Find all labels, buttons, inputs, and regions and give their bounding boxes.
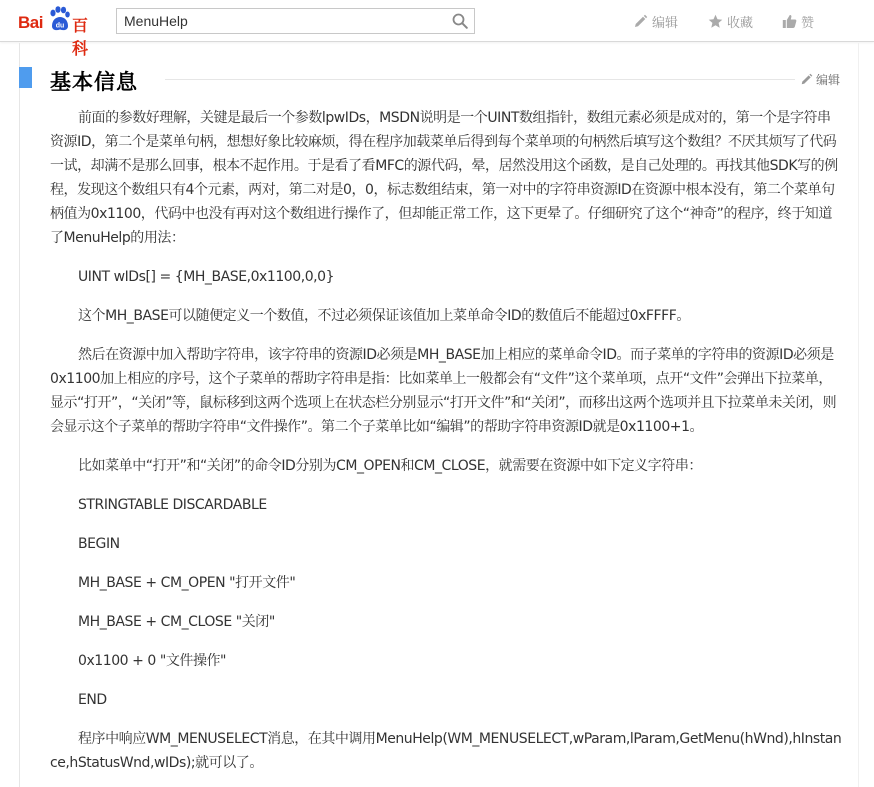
paragraph: 前面的参数好理解，关键是最后一个参数lpwIDs，MSDN说明是一个UINT数组指针，数组元素必须是成对的，第一个是字符串资源ID，第二个是菜单句柄，想想好象比较麻烦，得在程序加载菜单后得到每个菜单项的句柄然后填写这个数组？不厌其烦写了代码一试，却满不是那么回事，根本不起作用。于是看了看MFC的源代码，晕，居然没用这个函数，是自己处理的。再找其他SDK写的例程，发现这个数组只有4个元素，两对，第二对是0，0，标志数组结束，第一对中的字符串资源ID在资源中根本没有，第二个菜单句柄值为0x1100，代码中也没有再对这个数组进行操作了，但却能正常工作，这下更晕了。仔细研究了这个“神奇”的程序，终于知道了MenuHelp的用法：	[50, 110, 838, 246]
like-label: 赞	[801, 16, 815, 31]
paragraph: 这个MH_BASE可以随便定义一个数值，不过必须保证该值加上菜单命令ID的数值后不能超过0xFFFF。	[78, 308, 690, 324]
logo-du-text: du	[55, 22, 65, 30]
logo-baike-text: 百科	[72, 16, 89, 58]
top-bar	[0, 0, 874, 58]
code-line: 0x1100 + 0 "文件操作"	[78, 653, 227, 669]
code-line: STRINGTABLE DISCARDABLE	[78, 497, 267, 513]
code-line: MH_BASE + CM_OPEN "打开文件"	[78, 575, 296, 591]
article-content	[50, 106, 842, 775]
code-line: END	[78, 692, 107, 708]
search-input[interactable]	[117, 9, 447, 33]
logo-bai-text: Bai	[18, 13, 43, 32]
code-line: MH_BASE + CM_CLOSE "关闭"	[78, 614, 275, 630]
edit-button[interactable]	[633, 12, 678, 31]
section-edit-label: 编辑	[816, 73, 841, 87]
section-header	[19, 64, 844, 94]
star-icon	[708, 14, 723, 29]
right-border	[858, 43, 859, 787]
thumbs-up-icon	[782, 14, 797, 29]
paw-icon	[49, 6, 70, 32]
pencil-icon	[800, 73, 813, 86]
section-edit-button[interactable]	[800, 71, 840, 88]
search-box	[116, 8, 475, 34]
left-border	[19, 43, 20, 787]
like-button[interactable]	[782, 12, 814, 31]
edit-label: 编辑	[652, 16, 679, 31]
code-line: BEGIN	[78, 536, 120, 552]
pencil-icon	[633, 14, 648, 29]
search-icon[interactable]	[452, 13, 468, 29]
paragraph: 然后在资源中加入帮助字符串，该字符串的资源ID必须是MH_BASE加上相应的菜单命令ID。而子菜单的字符串的资源ID必须是0x1100加上相应的序号，这个子菜单的帮助字符串是指：比如菜单上一般都会有“文件”这个菜单项，点开“文件”会弹出下拉菜单，显示“打开”，“关闭”等，鼠标移到这两个选项上在状态栏分别显示“打开文件”和“关闭”，而移出这两个选项并且下拉菜单未关闭，则会显示这个子菜单的帮助字符串“文件操作”。第二个子菜单比如“编辑”的帮助字符串资源ID就是0x1100+1。	[50, 347, 837, 435]
section-marker	[19, 67, 32, 88]
favorite-label: 收藏	[727, 16, 754, 31]
paragraph: 程序中响应WM_MENUSELECT消息，在其中调用MenuHelp(WM_MENUSELECT,wParam,lParam,GetMenu(hWnd),hInstance,hStatusWnd,wIDs);就可以了。	[50, 731, 842, 771]
code-line: UINT wIDs[] = {MH_BASE,0x1100,0,0}	[78, 269, 335, 285]
section-divider	[165, 79, 795, 80]
favorite-button[interactable]	[708, 12, 753, 31]
paragraph: 比如菜单中“打开”和“关闭”的命令ID分别为CM_OPEN和CM_CLOSE，就需要在资源中如下定义字符串：	[78, 458, 702, 474]
section-title: 基本信息	[50, 70, 138, 94]
baidu-baike-logo[interactable]	[18, 5, 102, 58]
